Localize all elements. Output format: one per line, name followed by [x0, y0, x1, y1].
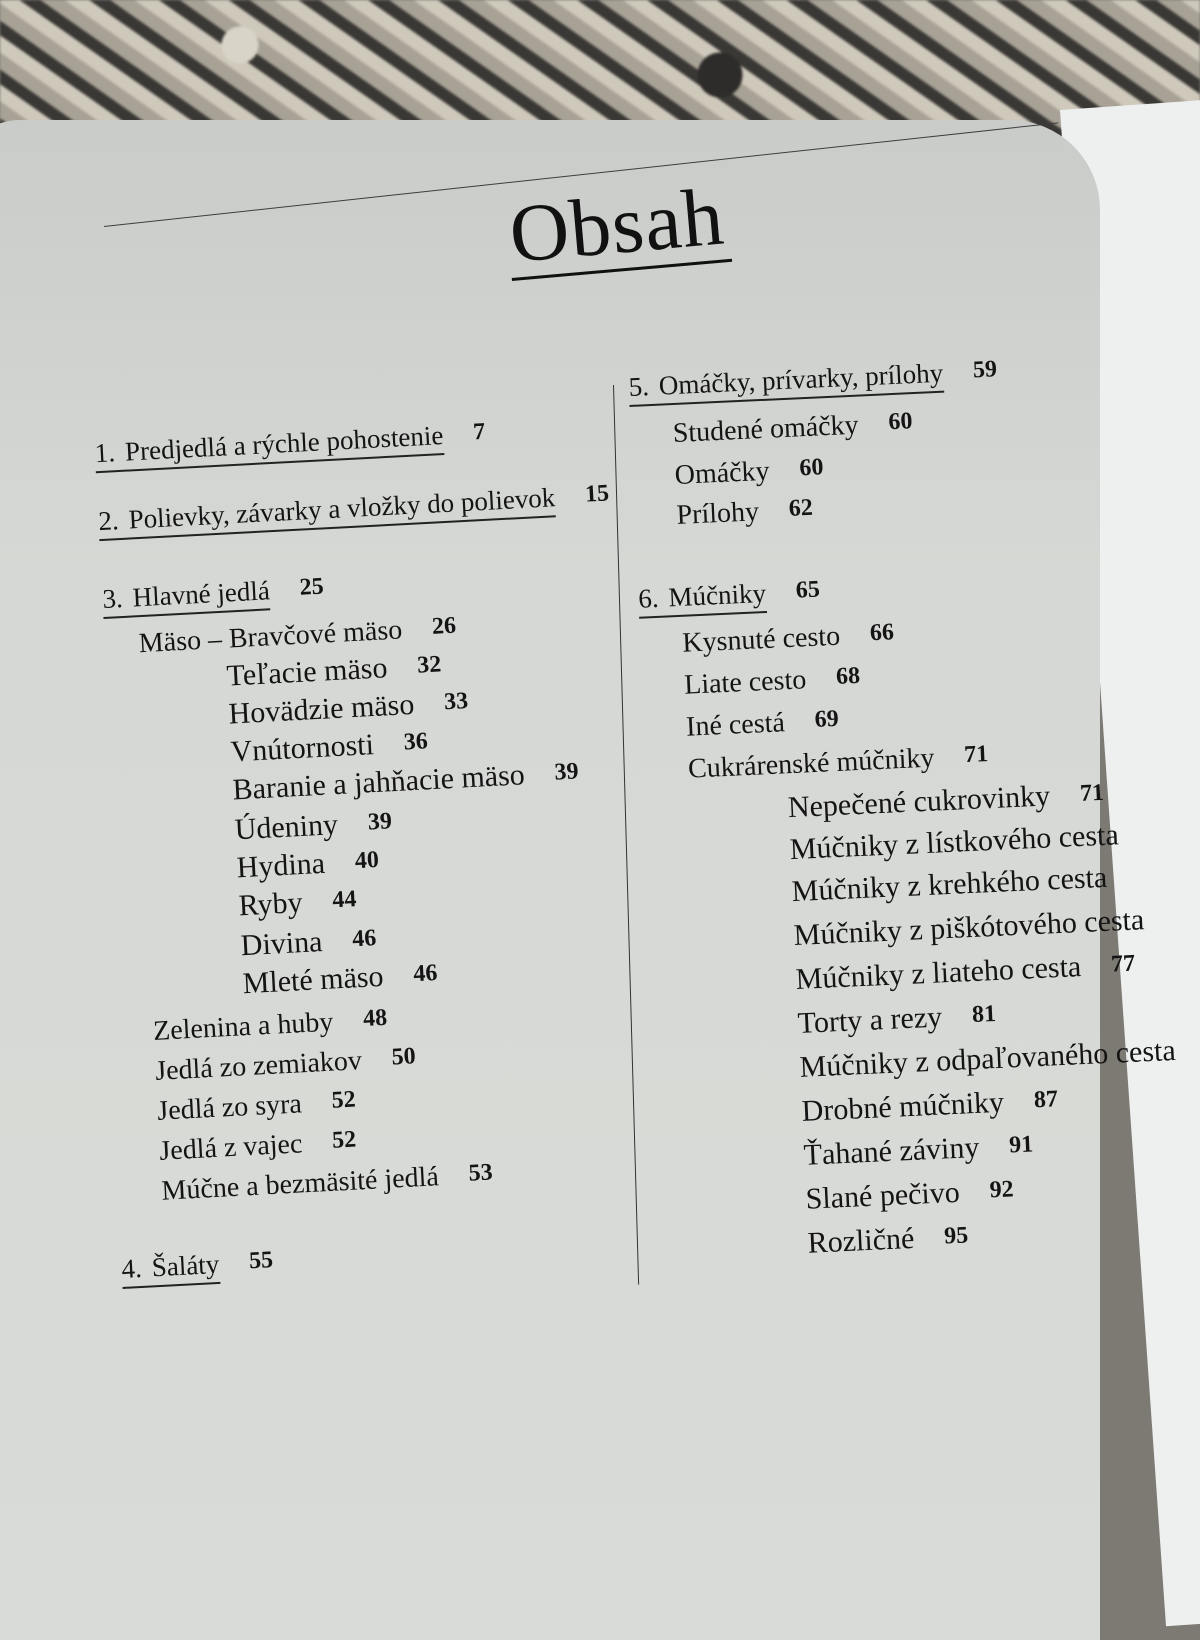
toc-page-number: 25 [298, 573, 325, 601]
toc-entry-title [681, 620, 841, 659]
toc-page-number: 52 [330, 1086, 357, 1114]
page-title: Obsah [504, 173, 731, 281]
toc-entry-label: Prílohy [675, 496, 760, 531]
toc-page-number: 65 [795, 576, 821, 604]
toc-entry-label: Hovädzie mäso [227, 687, 416, 731]
toc-entry-label: Šaláty [150, 1248, 220, 1283]
toc-entry-label: Múčne a bezmäsité jedlá [160, 1161, 440, 1207]
toc-page-number: 87 [1033, 1086, 1059, 1114]
toc-entry-label: Baranie a jahňacie mäso [231, 758, 526, 807]
toc-entry-label: Nepečené cukrovinky [787, 779, 1051, 825]
toc-page-number: 92 [989, 1176, 1015, 1204]
toc-entry-label: Omáčky [674, 455, 771, 491]
toc-entry-title [241, 959, 385, 1001]
toc-page-number: 33 [443, 688, 469, 716]
toc-entry-label: Mäso – Bravčové mäso [138, 614, 403, 660]
toc-entry-title [804, 1175, 961, 1216]
toc-page-number: 46 [412, 960, 439, 988]
toc-page-number: 71 [1079, 779, 1105, 807]
toc-page-number: 60 [798, 454, 824, 482]
toc-page-number: 15 [584, 480, 610, 508]
toc-entry-label: Múčniky z odpaľovaného cesta [798, 1033, 1177, 1084]
toc-page-number: 55 [248, 1247, 274, 1275]
toc-entry-label: Torty a rezy [796, 1000, 943, 1040]
chapter-number: 3. [101, 583, 124, 615]
toc-page-number: 66 [869, 619, 895, 647]
toc-entry-title [238, 888, 303, 921]
chapter-number: 2. [97, 505, 120, 537]
toc-page-number: 77 [1110, 950, 1136, 978]
toc-entry-title [674, 455, 771, 491]
toc-page-number: 46 [351, 925, 377, 953]
toc-entry-label: Cukrárenské múčniky [687, 742, 936, 785]
toc-entry-title [676, 498, 760, 530]
toc-entry-label: Ryby [237, 886, 304, 923]
toc-page-number: 39 [553, 758, 580, 786]
toc-page-number: 48 [362, 1004, 388, 1032]
toc-page-number: 40 [354, 846, 380, 875]
toc-entry-label: Omáčky, prívarky, prílohy [658, 357, 944, 401]
toc-entry-label: Jedlá zo zemiakov [154, 1045, 363, 1087]
toc-entry-label: Múčniky z krehkého cesta [790, 860, 1108, 909]
toc-entry-label: Studené omáčky [672, 409, 860, 450]
toc-entry-title [637, 577, 767, 619]
chapter-number: 5. [628, 371, 650, 402]
toc-page-number: 95 [943, 1222, 969, 1250]
toc-entry-label: Kysnuté cesto [681, 620, 841, 659]
chapter-number: 6. [637, 582, 660, 614]
chapter-number: 1. [94, 437, 116, 469]
toc-entry-label: Polievky, závarky a vložky do polievok [127, 482, 556, 535]
toc-entry [238, 885, 357, 921]
toc-entry-title [234, 810, 339, 845]
toc-entry-label: Predjedlá a rýchle pohostenie [124, 420, 445, 467]
toc-page-number: 39 [367, 808, 393, 836]
toc-page-number: 68 [835, 662, 861, 690]
toc-page-number: 60 [887, 408, 913, 436]
toc-entry-title [806, 1221, 915, 1260]
toc-page-number: 52 [331, 1126, 357, 1154]
toc-page-number: 59 [972, 356, 998, 384]
toc-page-number: 50 [390, 1043, 417, 1071]
toc-entry-title [120, 1248, 220, 1289]
toc-entry-label: Mleté mäso [241, 959, 385, 1001]
toc-entry-title [240, 927, 323, 961]
toc-entry-label: Liate cesto [683, 664, 807, 701]
toc-entry-label: Hydina [235, 846, 326, 885]
toc-entry-title [797, 1002, 943, 1039]
toc-entry-label: Jedlá zo syra [156, 1088, 303, 1127]
toc-page-number: 71 [963, 741, 989, 769]
toc-entry-title [684, 666, 807, 700]
toc-page-number: 44 [331, 886, 358, 914]
toc-entry-label: Ťahané záviny [802, 1130, 981, 1172]
toc-entry-label: Divina [239, 925, 324, 963]
toc-entry-label: Zelenina a huby [152, 1006, 335, 1047]
toc-page-number: 7 [472, 418, 486, 446]
toc-entry-label: Múčniky z piškótového cesta [792, 903, 1145, 953]
chapter-number: 4. [120, 1252, 143, 1284]
toc-entry-label: Hlavné jedlá [131, 575, 271, 613]
toc-page-number: 53 [467, 1159, 494, 1187]
toc-entry-label: Jedlá z vajec [158, 1128, 304, 1167]
toc-entry-label: Múčniky z lístkového cesta [789, 818, 1120, 867]
toc-page-number: 26 [431, 612, 457, 640]
toc-entry-label: Slané pečivo [804, 1175, 961, 1216]
toc-entry [676, 494, 814, 530]
toc-entry-label: Drobné múčniky [800, 1085, 1005, 1128]
toc-entry-title [235, 846, 326, 885]
toc-page-number: 32 [416, 651, 442, 679]
toc-entry-label: Iné cestá [685, 707, 786, 743]
toc-entry-label: Rozličné [806, 1221, 915, 1260]
toc-page-number: 81 [971, 1000, 997, 1029]
toc-entry-title [230, 730, 375, 767]
toc-page-number: 62 [788, 494, 814, 522]
toc-entry-label: Teľacie mäso [225, 651, 389, 693]
toc-page-number: 36 [403, 728, 429, 756]
toc-entry-title [686, 709, 786, 741]
toc-page-number: 69 [814, 705, 840, 733]
toc-entry-label: Vnútornosti [229, 728, 375, 769]
toc-entry-label: Múčniky [667, 577, 767, 613]
toc-page-number: 91 [1008, 1131, 1034, 1159]
toc-entry-label: Múčniky z liateho cesta [794, 950, 1082, 996]
toc-entry-label: Údeniny [233, 808, 339, 847]
